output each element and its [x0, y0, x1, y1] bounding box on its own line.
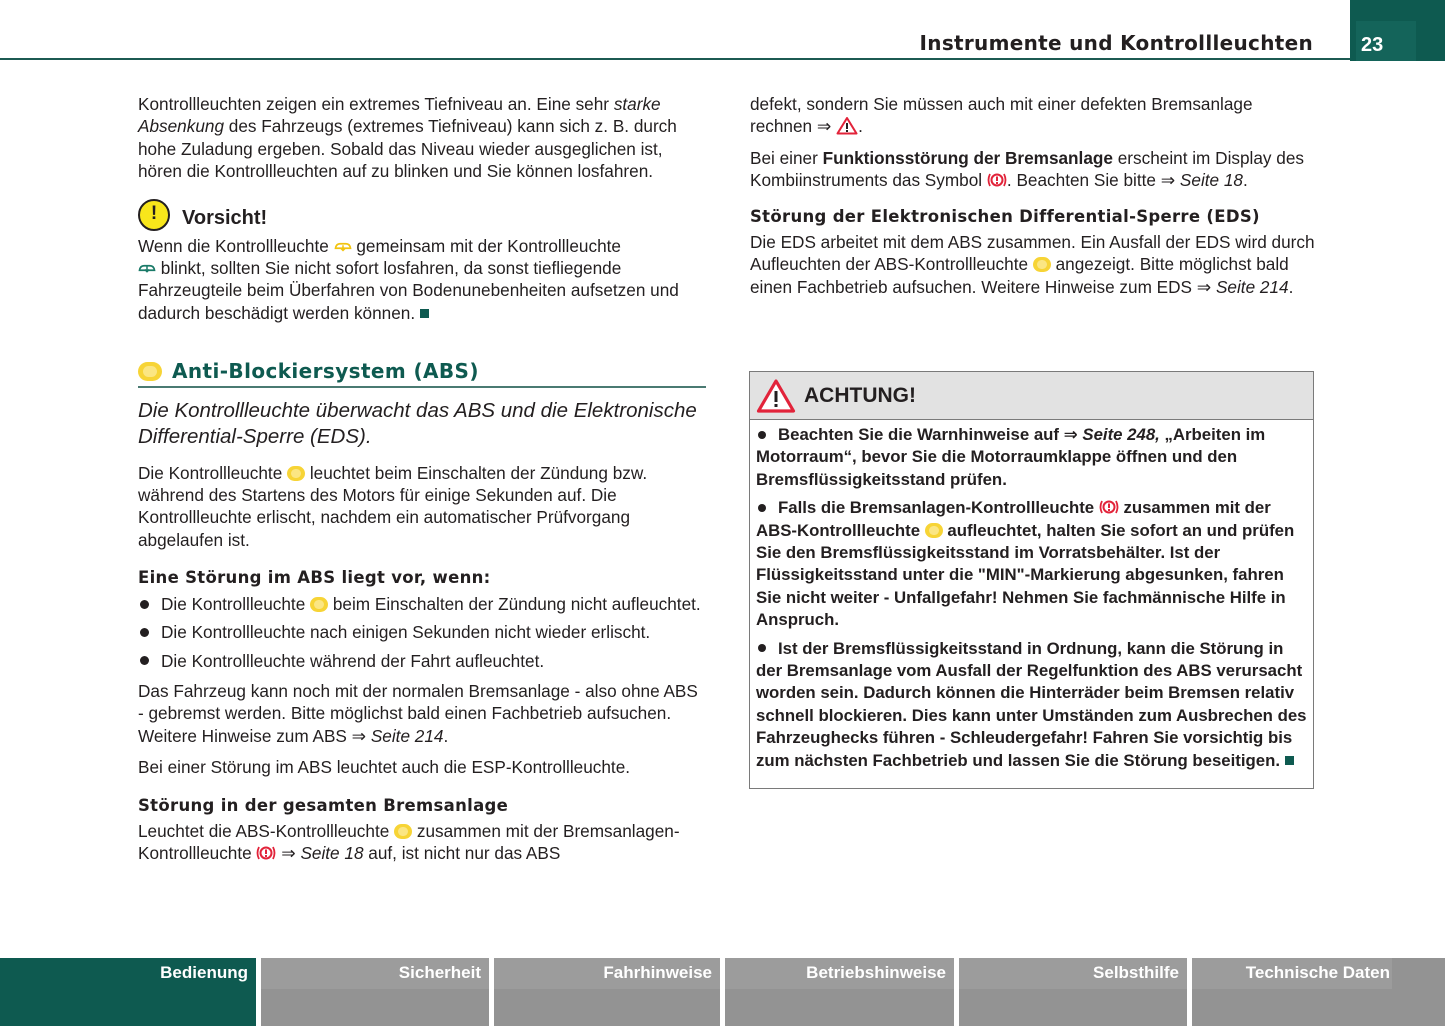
brake-fault-paragraph	[138, 820, 706, 865]
tab-label: Betriebshinweise	[806, 963, 946, 982]
warning-header	[750, 372, 1313, 420]
bold-text: Funktionsstörung der Bremsanlage	[822, 147, 1113, 168]
tab-label: Selbsthilfe	[1093, 963, 1179, 982]
brake-function-paragraph	[750, 147, 1315, 192]
warning-box	[749, 371, 1314, 789]
text: Die Kontrollleuchte	[161, 593, 311, 614]
header-rule	[0, 58, 1350, 60]
emphasis-text: starke Absenkung	[138, 94, 661, 137]
section-lead: Die Kontrollleuchte überwacht das ABS und die Elektronische Differential-Sperre (EDS).	[138, 398, 697, 448]
end-mark-icon	[420, 309, 429, 318]
eds-heading: Störung der Elektronischen Differential-Sperre (EDS)	[750, 206, 1260, 226]
brake-warning-icon	[1099, 499, 1119, 515]
caution-text	[138, 235, 706, 325]
text: Kontrollleuchten zeigen ein extremes Tiefniveau an. Eine sehr	[138, 94, 614, 114]
page-reference-link[interactable]: Seite 18	[1179, 170, 1243, 191]
abs-warning-icon	[925, 523, 943, 538]
continued-paragraph	[750, 93, 1315, 138]
text: „Arbeiten im Motorraum“, bevor Sie die Motorraumklappe öffnen und den Bremsflüssigkeitsstand prüfen.	[756, 425, 1266, 489]
level-warning-green-icon	[138, 260, 156, 276]
text: aufleuchtet, halten Sie sofort an und prüfen Sie den Bremsflüssigkeitsstand im Vorratsbehälter. Ist der Flüssigkeitsstand unter die "MIN"-Markierung abgesunken, fahren Sie nicht weiter - Unfallgefahr! Nehmen Sie fachmännische Hilfe in Anspruch.	[756, 520, 1295, 630]
left-column	[138, 93, 706, 874]
bullet-icon	[758, 431, 766, 439]
text: erscheint im Display des Kombiinstruments das Symbol	[750, 147, 1304, 191]
text: Falls die Bremsanlagen-Kontrollleuchte	[778, 498, 1099, 518]
text: .	[443, 725, 449, 746]
tab-label: Technische Daten	[1245, 963, 1390, 982]
tab-label: Sicherheit	[398, 963, 481, 982]
text: .	[1243, 170, 1248, 191]
warning-item	[756, 424, 1307, 491]
tab-bedienung[interactable]	[0, 958, 256, 1026]
section-title: Anti-Blockiersystem (ABS)	[172, 359, 479, 384]
right-column	[750, 93, 1315, 307]
abs-warning-icon	[310, 597, 328, 612]
text: auf, ist nicht nur das ABS	[363, 843, 561, 864]
text: . Beachten Sie bitte ⇒	[1006, 170, 1180, 191]
text: ⇒	[276, 843, 301, 864]
text: Wenn die Kontrollleuchte	[138, 235, 334, 256]
text: gemeinsam mit der Kontrollleuchte	[351, 235, 621, 256]
warning-item	[756, 497, 1307, 631]
caution-title: Vorsicht!	[182, 207, 268, 230]
brake-warning-icon	[256, 845, 276, 861]
bullet-icon	[140, 656, 149, 665]
text: .	[858, 116, 863, 137]
text: Die Kontrollleuchte	[138, 462, 288, 483]
list-item	[138, 593, 706, 615]
esp-paragraph: Bei einer Störung im ABS leuchtet auch die ESP-Kontrollleuchte.	[138, 757, 631, 778]
list-item	[138, 650, 706, 672]
text: leuchtet beim Einschalten der Zündung bzw. während des Startens des Motors für einige Sekunden auf. Die Kontrollleuchte erlischt, nachdem ein automatischer Prüfvorgang abgelaufen ist.	[138, 462, 648, 550]
brake-warning-icon	[987, 172, 1007, 188]
tab-fahrhinweise[interactable]	[494, 958, 720, 1026]
text: Beachten Sie die Warnhinweise auf ⇒	[778, 425, 1083, 444]
text: zusammen mit der Bremsanlagen-Kontrollleuchte	[138, 820, 680, 864]
tab-sicherheit[interactable]	[261, 958, 489, 1026]
abs-warning-icon	[1033, 257, 1051, 272]
bullet-icon	[140, 600, 149, 609]
level-warning-yellow-icon	[334, 238, 352, 254]
tab-selbsthilfe[interactable]	[959, 958, 1187, 1026]
abs-warning-icon	[287, 466, 305, 481]
abs-fault-heading: Eine Störung im ABS liegt vor, wenn:	[138, 568, 491, 588]
bullet-icon	[758, 504, 766, 512]
tab-label: Fahrhinweise	[603, 963, 712, 982]
chapter-title: Instrumente und Kontrollleuchten	[919, 31, 1313, 55]
text: des Fahrzeugs (extremes Tiefniveau) kann sich z. B. durch hohe Zuladung ergeben. Sobald das Niveau wieder ausgeglichen ist, hören die Kontrollleuchten auf zu blinken und Sie können losfahren.	[138, 116, 677, 182]
bullet-icon	[758, 644, 766, 652]
page-reference-link[interactable]: Seite 18	[300, 843, 364, 864]
text: Bei einer	[750, 147, 823, 168]
abs-fallback-paragraph	[138, 680, 706, 747]
tab-betriebshinweise[interactable]	[725, 958, 954, 1026]
text: Ist der Bremsflüssigkeitsstand in Ordnung, kann die Störung in der Bremsanlage vom Ausfall der Regelfunktion des ABS verursacht worden sein. Dadurch können die Hinterräder beim Bremsen relativ schnell blockieren. Dies kann unter Umständen zum Ausbrechen des Fahrzeughecks führen - Schleudergefahr! Fahren Sie vorsichtig bis zum nächsten Fachbetrieb und lassen Sie die Störung beseitigen.	[756, 638, 1307, 770]
text: angezeigt. Bitte möglichst bald einen Fachbetrieb aufsuchen. Weitere Hinweise zum EDS ⇒	[750, 254, 1289, 297]
warning-triangle-icon	[756, 378, 796, 414]
abs-warning-icon	[394, 824, 412, 839]
warning-triangle-icon	[836, 116, 858, 135]
brake-fault-heading: Störung in der gesamten Bremsanlage	[138, 795, 509, 815]
text: zusammen mit der ABS-Kontrollleuchte	[756, 498, 1271, 540]
text: .	[1288, 276, 1294, 297]
caution-header	[138, 199, 706, 231]
bullet-icon	[140, 628, 149, 637]
chapter-tabs	[0, 958, 1445, 1026]
page-number-tab	[1350, 0, 1445, 61]
end-mark-icon	[1285, 756, 1294, 765]
page-number: 23	[1361, 34, 1384, 56]
abs-warning-icon	[138, 362, 162, 381]
warning-item	[756, 638, 1307, 772]
warning-body	[750, 420, 1313, 772]
text: Die Kontrollleuchte während der Fahrt aufleuchtet.	[161, 650, 545, 671]
tab-label: Bedienung	[160, 963, 248, 982]
text: Leuchtet die ABS-Kontrollleuchte	[138, 820, 395, 841]
intro-paragraph	[138, 93, 706, 183]
abs-section-header	[138, 360, 706, 387]
tab-technische-daten[interactable]	[1192, 958, 1445, 1026]
page-reference-link[interactable]: Seite 248,	[1082, 425, 1160, 444]
abs-intro-paragraph	[138, 462, 706, 552]
text: Die EDS arbeitet mit dem ABS zusammen. Ein Ausfall der EDS wird durch Aufleuchten der ABS-Kontrollleuchte	[750, 232, 1315, 275]
warning-title: ACHTUNG!	[804, 383, 916, 407]
list-item	[138, 621, 706, 643]
text: beim Einschalten der Zündung nicht aufleuchtet.	[328, 593, 701, 614]
text: Die Kontrollleuchte nach einigen Sekunden nicht wieder erlischt.	[161, 622, 651, 643]
eds-paragraph	[750, 231, 1315, 298]
text: defekt, sondern Sie müssen auch mit einer defekten Bremsanlage rechnen ⇒	[750, 94, 1253, 137]
page-reference-link[interactable]: Seite 214	[370, 725, 444, 746]
text: blinkt, sollten Sie nicht sofort losfahren, da sonst tiefliegende Fahrzeugteile beim Überfahren von Bodenunebenheiten aufsetzen und dadurch beschädigt werden können.	[138, 258, 679, 323]
text: Das Fahrzeug kann noch mit der normalen Bremsanlage - also ohne ABS - gebremst werden. Bitte möglichst bald einen Fachbetrieb aufsuchen. Weitere Hinweise zum ABS ⇒	[138, 680, 698, 746]
page-reference-link[interactable]: Seite 214	[1215, 276, 1289, 297]
caution-icon: !	[138, 199, 170, 231]
